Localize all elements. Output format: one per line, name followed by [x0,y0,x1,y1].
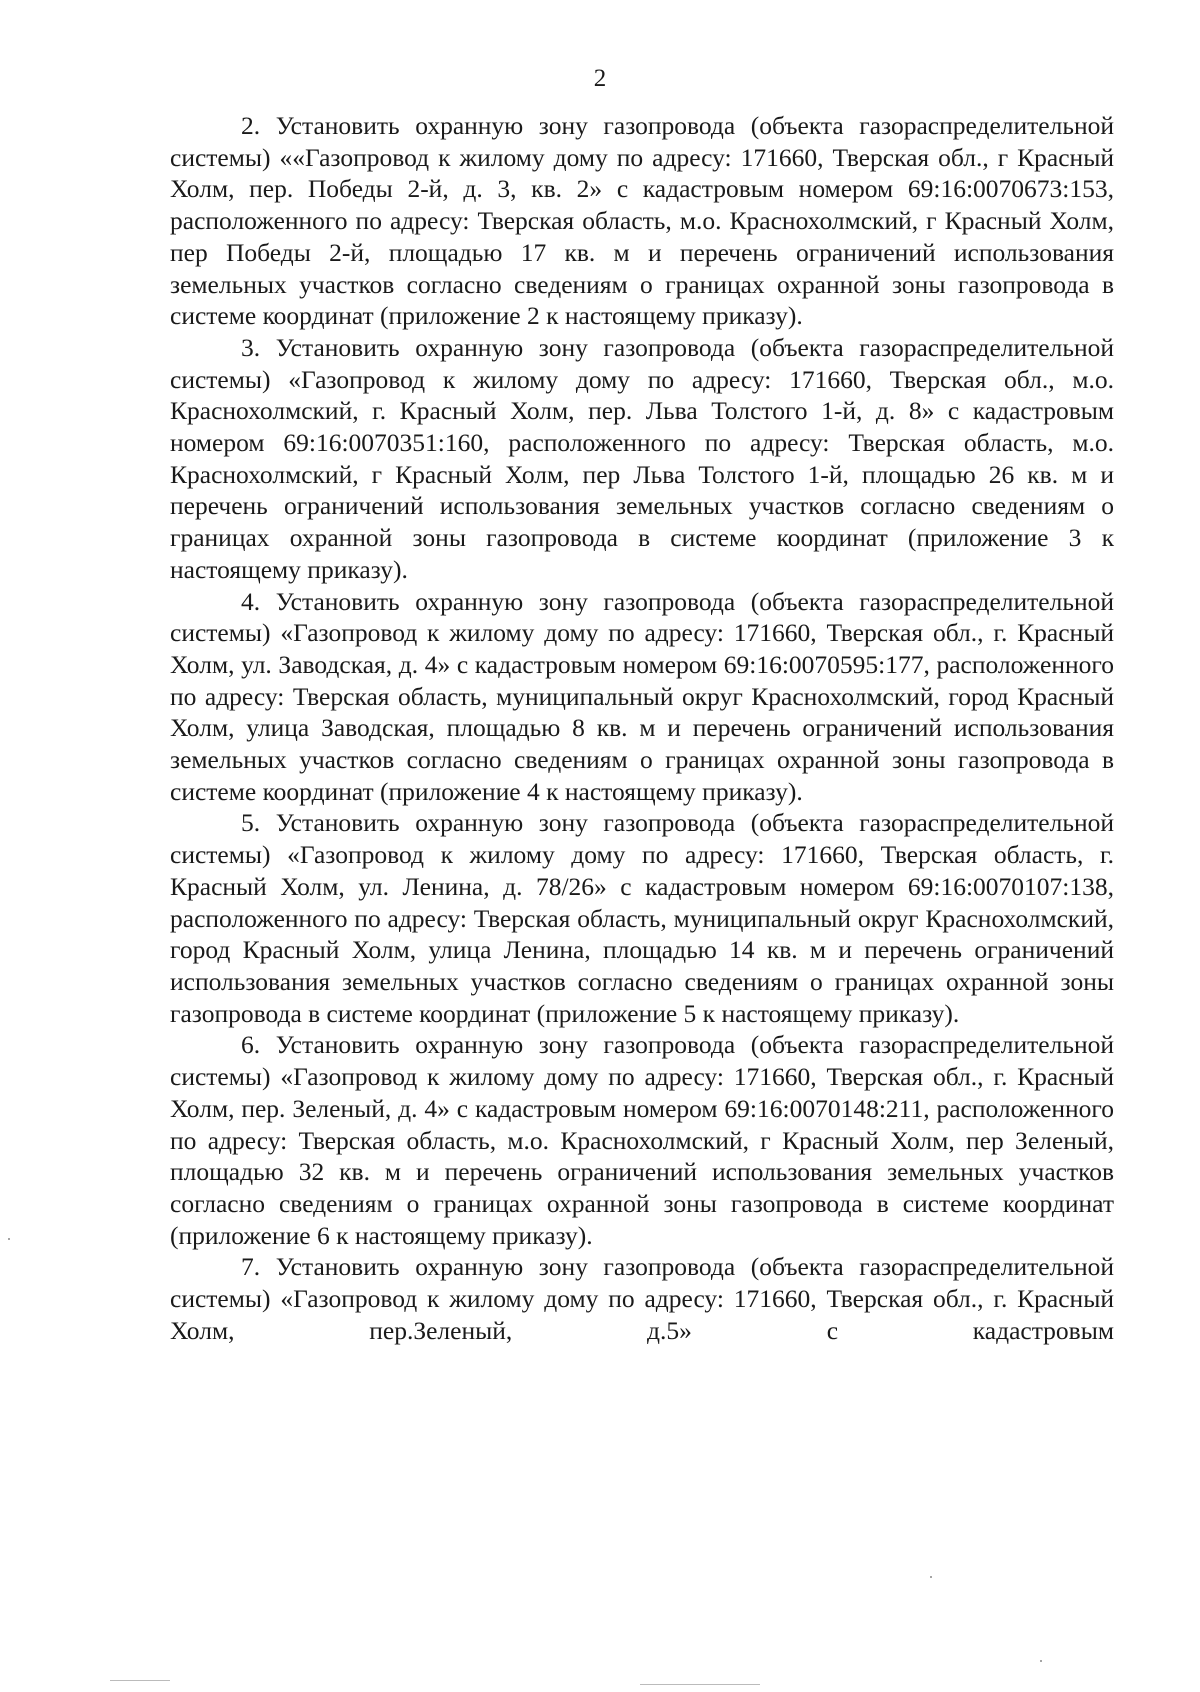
scan-speck [1040,1660,1042,1662]
scan-speck [110,1680,170,1681]
paragraph-item-2: 2. Установить охранную зону газопровода (объекта газораспределительной системы) ««Газопровод к жилому дому по адресу: 171660, Тверская обл., г Красный Холм, пер. Победы 2-й, д. 3, кв. 2» с кадастровым номером 69:16:0070673:153, расположенного по адресу: Тверская область, м.о. Краснохолмский, г Красный Холм, пер Победы 2-й, площадью 17 кв. м и перечень ограничений использования земельных участков согласно сведениям о границах охранной зоны газопровода в системе координат (приложение 2 к настоящему приказу). [170,111,1114,331]
paragraph-item-3: 3. Установить охранную зону газопровода (объекта газораспределительной системы) «Газопровод к жилому дому по адресу: 171660, Тверская обл., м.о. Краснохолмский, г. Красный Холм, пер. Льва Толстого 1-й, д. 8» с кадастровым номером 69:16:0070351:160, расположенного по адресу: Тверская область, м.о. Краснохолмский, г Красный Холм, пер Льва Толстого 1-й, площадью 26 кв. м и перечень ограничений использования земельных участков согласно сведениям о границах охранной зоны газопровода в системе координат (приложение 3 к настоящему приказу). [170,332,1114,584]
page-number: 2 [593,65,607,92]
paragraph-item-4: 4. Установить охранную зону газопровода (объекта газораспределительной системы) «Газопровод к жилому дому по адресу: 171660, Тверская обл., г. Красный Холм, ул. Заводская, д. 4» с кадастровым номером 69:16:0070595:177, расположенного по адресу: Тверская область, муниципальный округ Краснохолмский, город Красный Холм, улица Заводская, площадью 8 кв. м и перечень ограничений использования земельных участков согласно сведениям о границах охранной зоны газопровода в системе координат (приложение 4 к настоящему приказу). [170,586,1114,806]
paragraph-item-6: 6. Установить охранную зону газопровода (объекта газораспределительной системы) «Газопровод к жилому дому по адресу: 171660, Тверская обл., г. Красный Холм, пер. Зеленый, д. 4» с кадастровым номером 69:16:0070148:211, расположенного по адресу: Тверская область, м.о. Краснохолмский, г Красный Холм, пер Зеленый, площадью 32 кв. м и перечень ограничений использования земельных участков согласно сведениям о границах охранной зоны газопровода в системе координат (приложение 6 к настоящему приказу). [170,1030,1114,1250]
scan-speck [640,1684,760,1685]
paragraph-item-7: 7. Установить охранную зону газопровода (объекта газораспределительной системы) «Газопровод к жилому дому по адресу: 171660, Тверская обл., г. Красный Холм, пер.Зеленый, д.5» с кадастровым [170,1252,1114,1345]
paragraph-item-5: 5. Установить охранную зону газопровода (объекта газораспределительной системы) «Газопровод к жилому дому по адресу: 171660, Тверская область, г. Красный Холм, ул. Ленина, д. 78/26» с кадастровым номером 69:16:0070107:138, расположенного по адресу: Тверская область, муниципальный округ Краснохолмский, город Красный Холм, улица Ленина, площадью 14 кв. м и перечень ограничений использования земельных участков согласно сведениям о границах охранной зоны газопровода в системе координат (приложение 5 к настоящему приказу). [170,808,1114,1028]
scan-speck [930,1576,932,1578]
document-body [170,110,1114,1346]
scan-speck [8,1238,10,1240]
